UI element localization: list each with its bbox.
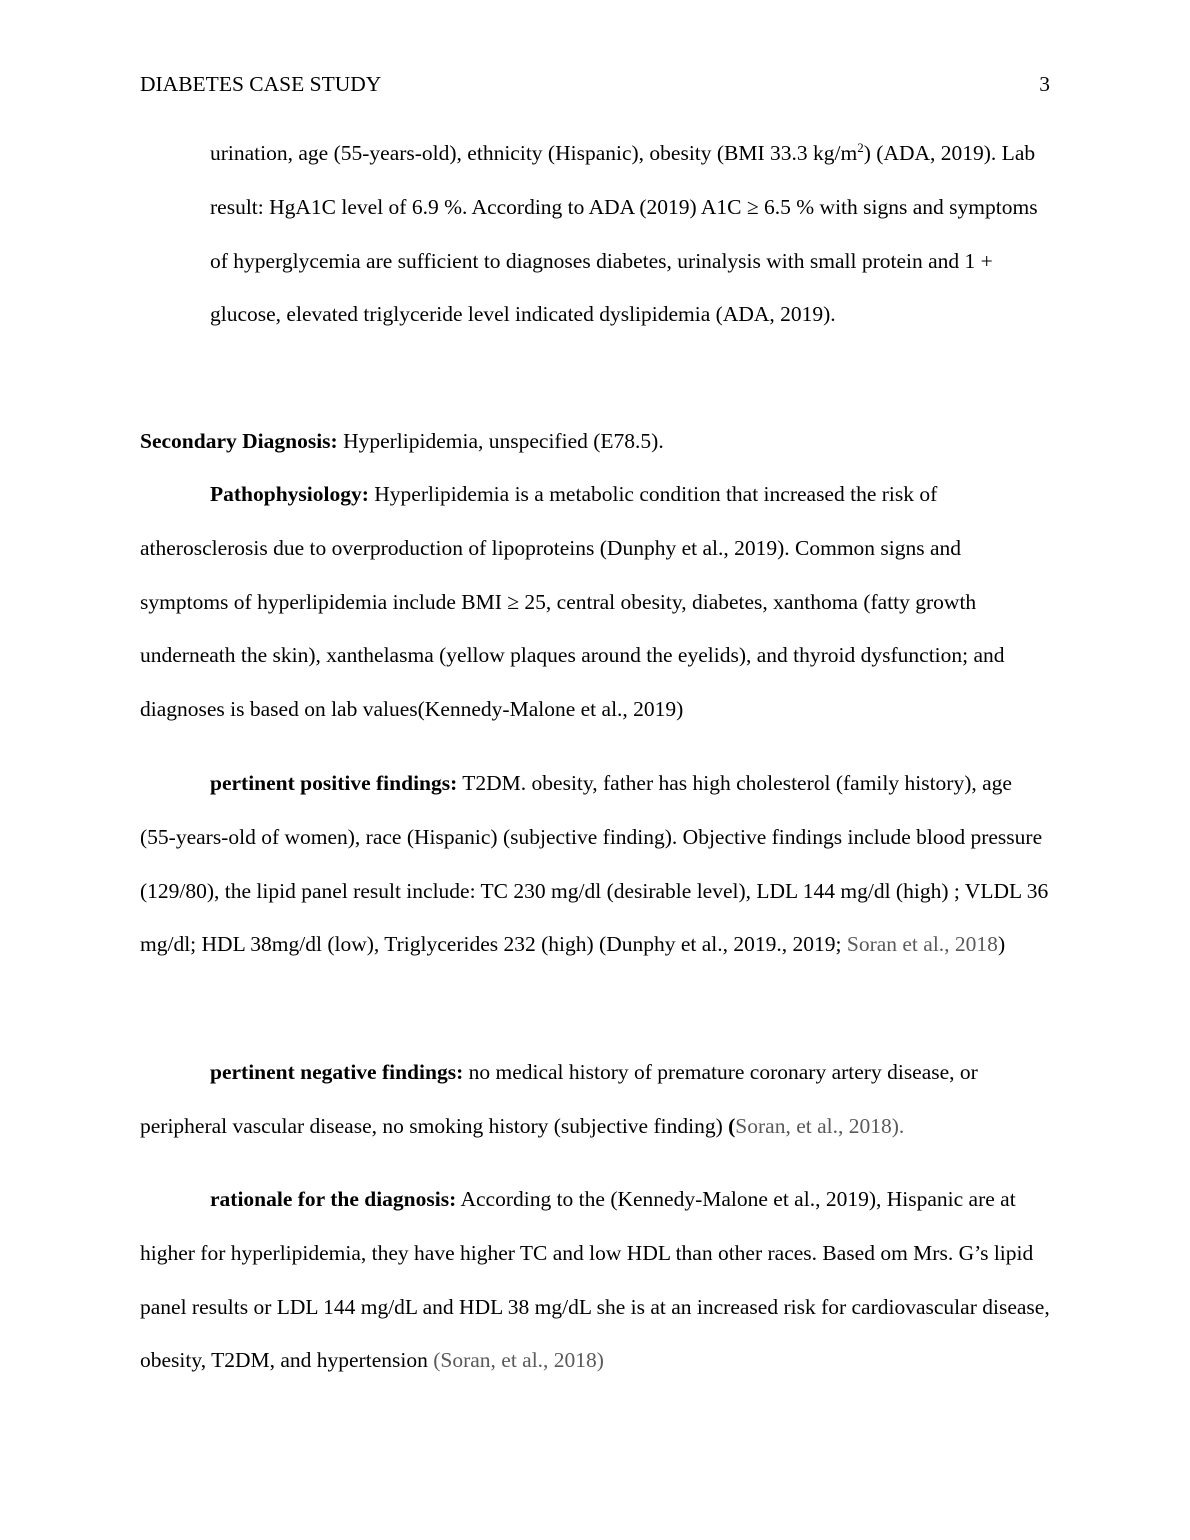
running-head: DIABETES CASE STUDY (140, 72, 382, 96)
negative-findings-section (140, 1046, 1050, 1154)
diagnosis-continuation (210, 127, 1050, 342)
page-number: 3 (1039, 72, 1050, 96)
superscript-2: 2 (857, 140, 864, 155)
pathophysiology-section (140, 468, 1050, 737)
positive-findings-label: pertinent positive findings: (210, 771, 458, 795)
rationale-label: rationale for the diagnosis: (210, 1187, 457, 1211)
positive-findings-paragraph: pertinent positive findings: T2DM. obesity, father has high cholesterol (family history), age (55-years-old of women), race (Hispanic) (subjective finding). Objective findings include blood pressure (129/80), the lipid panel result include: TC 230 mg/dl (desirable level), LDL 144 mg/dl (high) ; VLDL 36 mg/dl; HDL 38mg/dl (low), Triglycerides 232 (high) (Dunphy et al., 2019., 2019; Soran et al., 2018) (140, 771, 1049, 957)
citation: Soran, et al., 2018). (735, 1113, 905, 1138)
pathophysiology-paragraph: Pathophysiology: Hyperlipidemia is a metabolic condition that increased the risk of atherosclerosis due to overproduction of lipoproteins (Dunphy et al., 2019). Common signs and symptoms of hyperlipidemia include BMI ≥ 25, central obesity, diabetes, xanthoma (fatty growth underneath the skin), xanthelasma (yellow plaques around the eyelids), and thyroid dysfunction; and diagnoses is based on lab values(Kennedy-Malone et al., 2019) (140, 482, 1005, 722)
pathophysiology-label: Pathophysiology: (210, 482, 369, 506)
rationale-paragraph: rationale for the diagnosis: According to the (Kennedy-Malone et al., 2019), Hispanic are at higher for hyperlipidemia, they have higher TC and low HDL than other races. Based om Mrs. G’s lipid panel results or LDL 144 mg/dL and HDL 38 mg/dL she is at an increased risk for cardiovascular disease, obesity, T2DM, and hypertension (Soran, et al., 2018) (140, 1187, 1050, 1373)
rationale-section (140, 1173, 1050, 1388)
page-header (140, 69, 1050, 99)
continuation-paragraph: urination, age (55-years-old), ethnicity (Hispanic), obesity (BMI 33.3 $kg/m^2$) (ADA, 2019). Lab result: HgA1C level of 6.9 %. According to ADA (2019) A1C ≥ 6.5 % with signs and symptoms of hyperglycemia are sufficient to diagnoses diabetes, urinalysis with small protein and 1 + glucose, elevated triglyceride level indicated dyslipidemia (ADA, 2019). (210, 140, 1038, 327)
secondary-diagnosis-label: Secondary Diagnosis: (140, 429, 338, 453)
negative-findings-label: pertinent negative findings: (210, 1060, 464, 1084)
secondary-diagnosis-paragraph: Secondary Diagnosis: Hyperlipidemia, unspecified (E78.5). (140, 429, 664, 453)
citation: Soran et al., 2018 (846, 932, 998, 957)
negative-findings-paragraph: pertinent negative findings: no medical history of premature coronary artery disease, or peripheral vascular disease, no smoking history (subjective finding) (Soran, et al., 2018). (140, 1060, 978, 1138)
positive-findings-section (140, 757, 1050, 972)
citation: (Soran, et al., 2018) (433, 1348, 604, 1373)
secondary-diagnosis (140, 415, 1050, 469)
